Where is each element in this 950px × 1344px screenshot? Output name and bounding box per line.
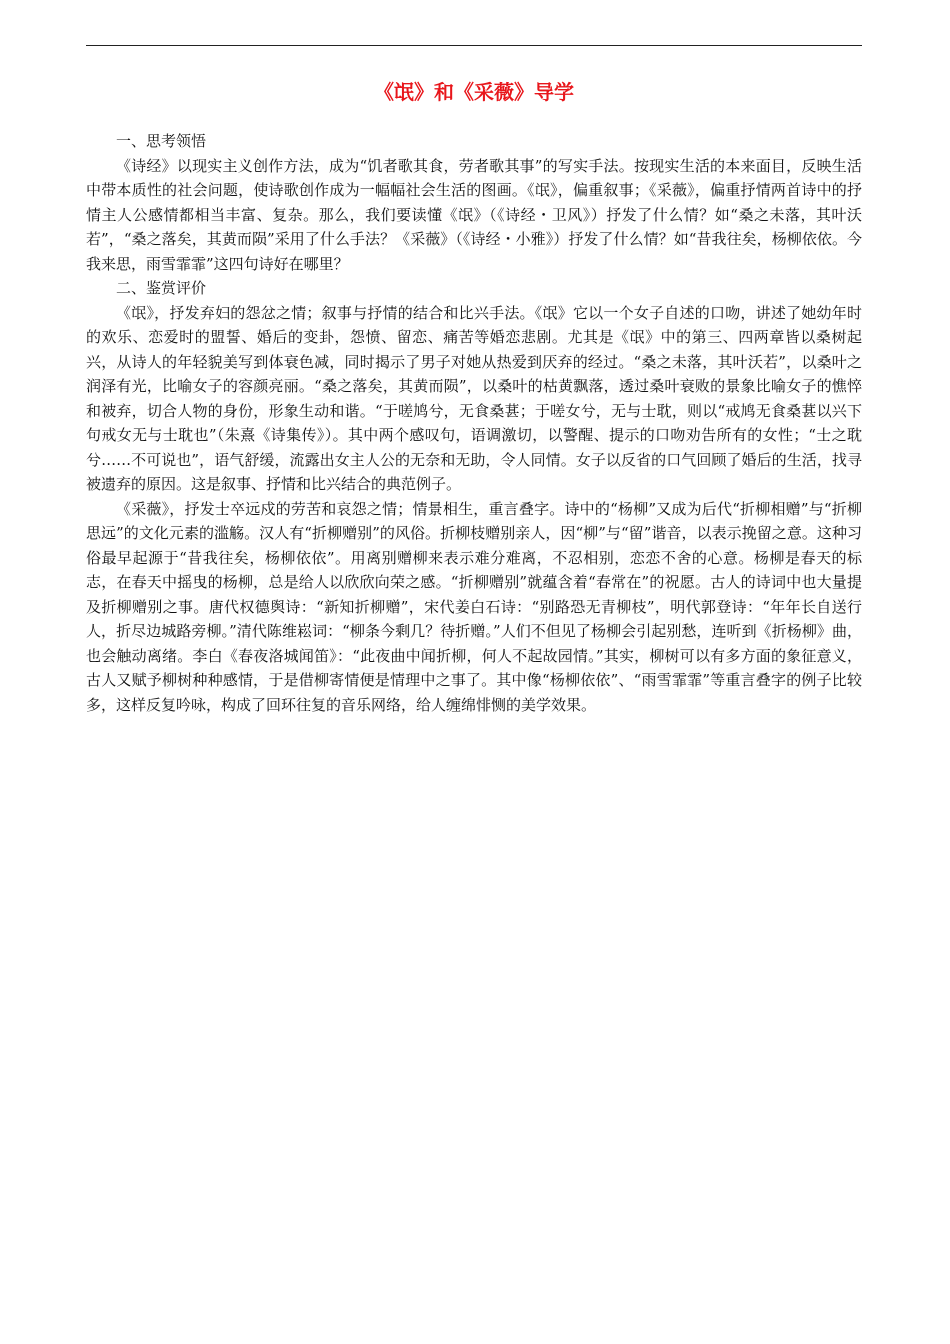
header-rule [86, 45, 862, 46]
paragraph-mang: 《氓》，抒发弃妇的怨忿之情；叙事与抒情的结合和比兴手法。《氓》它以一个女子自述的口吻，讲述了她幼年时的欢乐、恋爱时的盟誓、婚后的变卦，怨愤、留恋、痛苦等婚恋悲剧。尤其是《氓》中的第三、四两章皆以桑树起兴，从诗人的年轻貌美写到体衰色减，同时揭示了男子对她从热爱到厌弃的经过。“桑之未落，其叶沃若”，以桑叶之润泽有光，比喻女子的容颜亮丽。“桑之落矣，其黄而陨”，以桑叶的枯黄飘落，透过桑叶衰败的景象比喻女子的憔悴和被弃，切合人物的身份，形象生动和谐。“于嗟鸠兮，无食桑葚；于嗟女兮，无与士耽，则以“戒鸠无食桑葚以兴下句戒女无与士耽也”（朱熹《诗集传》）。其中两个感叹句，语调激切，以警醒、提示的口吻劝告所有的女性；“士之耽兮……不可说也”，语气舒缓，流露出女主人公的无奈和无助，令人同情。女子以反省的口气回顾了婚后的生活，找寻被遗弃的原因。这是叙事、抒情和比兴结合的典范例子。 [86, 303, 862, 493]
section-heading-thinking: 一、思考领悟 [116, 132, 207, 150]
document-body [86, 129, 862, 717]
paragraph-caiwei: 《采薇》，抒发士卒远戍的劳苦和哀怨之情；情景相生，重言叠字。诗中的“杨柳”又成为后代“折柳相赠”与“折柳思远”的文化元素的滥觞。汉人有“折柳赠别”的风俗。折柳枝赠别亲人，因“柳”与“留”谐音，以表示挽留之意。这种习俗最早起源于“昔我往矣，杨柳依依”。用离别赠柳来表示难分难离，不忍相别，恋恋不舍的心意。杨柳是春天的标志，在春天中摇曳的杨柳，总是给人以欣欣向荣之感。“折柳赠别”就蕴含着“春常在”的祝愿。古人的诗词中也大量提及折柳赠别之事。唐代权德舆诗：“新知折柳赠”，宋代姜白石诗：“别路恐无青柳枝”，明代郭登诗：“年年长自送行人，折尽边城路旁柳。”清代陈维崧词：“柳条今剩几？待折赠。”人们不但见了杨柳会引起别愁，连听到《折杨柳》曲，也会触动离绪。李白《春夜洛城闻笛》：“此夜曲中闻折柳，何人不起故园情。”其实，柳树可以有多方面的象征意义，古人又赋予柳树种种感情，于是借柳寄情便是情理中之事了。其中像“杨柳依依”、“雨雪霏霏”等重言叠字的例子比较多，这样反复吟咏，构成了回环往复的音乐网络，给人缠绵悱恻的美学效果。 [86, 499, 862, 714]
paragraph-thinking: 《诗经》以现实主义创作方法，成为“饥者歌其食，劳者歌其事”的写实手法。按现实生活的本来面目，反映生活中带本质性的社会问题，使诗歌创作成为一幅幅社会生活的图画。《氓》，偏重叙事；《采薇》，偏重抒情两首诗中的抒情主人公感情都相当丰富、复杂。那么，我们要读懂《氓》（《诗经・卫风》）抒发了什么情？如“桑之未落，其叶沃若”，“桑之落矣，其黄而陨”采用了什么手法？《采薇》（《诗经・小雅》）抒发了什么情？如“昔我往矣，杨柳依依。今我来思，雨雪霏霏”这四句诗好在哪里？ [86, 156, 862, 273]
section-heading-appreciation: 二、鉴赏评价 [116, 279, 207, 297]
page-title: 《氓》和《采薇》导学 [374, 80, 574, 104]
